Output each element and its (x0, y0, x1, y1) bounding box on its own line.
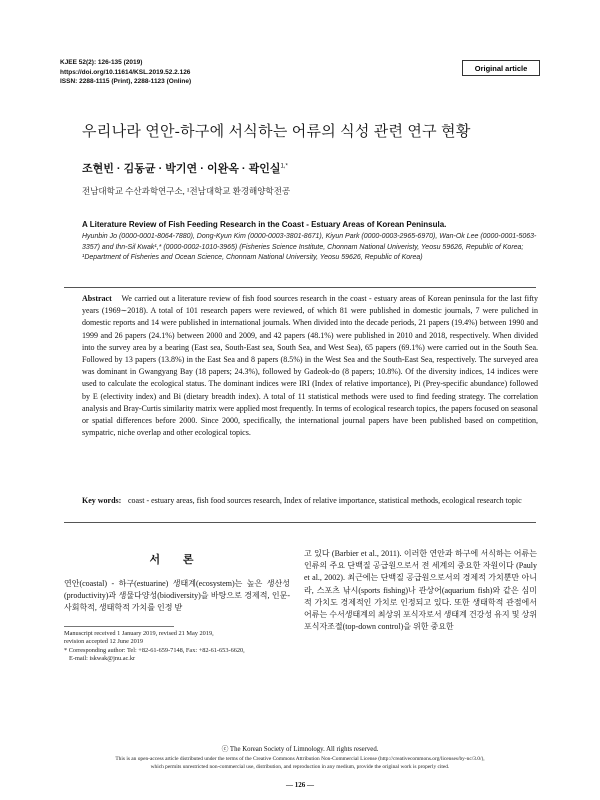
body-column-right: 고 있다 (Barbier et al., 2011). 이러한 연안과 하구에 서식하는 어류는 인류의 주요 단백질 공급원으로서 전 세계의 중요한 자원이다 (Pauly et al., 2002). 최근에는 단백질 공급원으로서의 경제적 가치뿐만 아니라, 스포츠 낚시(sports fishing)나 관상어(aquarium fish)와 같은 심미적 가치도 경제적인 가치로 인정되고 있다. 또한 생태학적 관점에서 어류는 수서생태계의 최상위 포식자로서 생태계 건강성 유지 및 상위포식자조절(top-down control)을 위한 중요한 (304, 549, 537, 632)
footnote-rule (64, 626, 174, 627)
abstract-label: Abstract (82, 294, 112, 303)
korean-title: 우리나라 연안-하구에 서식하는 어류의 식성 관련 연구 현황 (82, 124, 471, 140)
footnote-email[interactable]: E-mail: iskwak@jnu.ac.kr (69, 654, 136, 662)
page-number: — 126 — (286, 781, 314, 789)
abstract-bottom-rule (64, 522, 536, 523)
keywords-label: Key words: (82, 496, 122, 505)
abstract-block (82, 293, 538, 439)
footnote-accepted: revision accepted 12 June 2019 (64, 638, 144, 646)
license-text (60, 755, 540, 771)
journal-citation: KJEE 52(2): 126-135 (2019) (60, 59, 143, 66)
abstract-top-rule (64, 287, 536, 288)
abstract-text: We carried out a literature review of fish food sources research in the coast - estuary areas of Korean peninsula for the last fifty years (1969∼2018). A total of 101 research papers were reviewed, of which 81 were published in domestic journals, 7 were puliched in domestic reports and 14 were published in international journals. When divided into the decade periods, 21 papers (19.4%) between 1990 and 1999 and 26 papers (24.1%) between 2000 and 2009, and 42 papers (48.1%) were published in 2010 and 2018, respectively. When divided into the survey area by a bearing (East sea, South-East sea, South Sea, and West Sea), 65 papers (69.1%) were carried out in the South Sea. Followed by 13 papers (13.8%) in the East Sea and 8 papers (8.5%) in the West Sea and the South-East Sea, respectively. The surveyed area was dominant in Gwangyang Bay (18 papers; 24.3%), followed by Gadeok-do (8 papers; 10.8%). Of the diversity indices, 14 indices were used to calculate the ecological status. The dominant indices were IRI (Index of relative importance), Pi (Prey-specific abundance) followed by E (electivity index) and Bi (dietary breadth index). A total of 11 statistical methods were used to find feeding strategy. The correlation analysis and Bray-Curtis similarity matrix were applied most frequently. In terms of ecological research topics, the papers focused on seasonal or spatial differences before 2000. Since 2000, specifically, the international journal papers have been published based on competition, sympatric, niche overlap and other ecological topics. (82, 294, 539, 438)
issn-line: ISSN: 2288-1115 (Print), 2288-1123 (Online) (60, 78, 192, 85)
license-line-1: This is an open-access article distributed under the terms of the Creative Commons Attribution Non-Commercial License (http://creativecommons.org/licenses/by-nc/3.0/), (115, 756, 485, 762)
korean-author-names: 조현빈 · 김동균 · 박기연 · 이완옥 · 곽인실 (82, 163, 281, 175)
doi-link[interactable]: https://doi.org/10.11614/KSL.2019.52.2.126 (60, 68, 191, 76)
keywords-block (82, 495, 538, 506)
korean-affiliation: 전남대학교 수산과학연구소, ¹전남대학교 환경해양학전공 (82, 186, 291, 196)
author-affiliation-mark: 1,* (280, 163, 288, 170)
english-title: A Literature Review of Fish Feeding Research in the Coast - Estuary Areas of Korean Peninsula. (82, 220, 447, 229)
footnote-block (64, 630, 290, 663)
korean-authors (82, 160, 288, 176)
section-heading-introduction: 서 론 (149, 554, 204, 566)
license-line-2: which permits unrestricted non-commercial use, distribution, and reproduction in any medium, provide the original work is properly cited. (150, 764, 450, 770)
footnote-received: Manuscript received 1 January 2019, revised 21 May 2019, (64, 630, 214, 637)
english-authors: Hyunbin Jo (0000-0001-8064-7880), Dong-Kyun Kim (0000-0003-3801-8671), Kiyun Park (0000-0003-2965-6970), Wan-Ok Lee (0000-0001-5063-3357) and Ihn-Sil Kwak¹,* (0000-0002-1010-3965) (Fisheries Science Institute, Chonnam National Univeristy, Yeosu 59626, Republic of Korea; ¹Department of Fisheries and Ocean Science, Chonnam National University, Yeosu 59626, Republic of Korea) (82, 233, 537, 261)
journal-meta (60, 58, 191, 87)
article-type-badge: Original article (462, 60, 540, 76)
footnote-corresponding: * Corresponding author: Tel: +82-61-659-7148, Fax: +82-61-653-6620, (64, 646, 245, 654)
copyright-line: ⓒ The Korean Society of Limnology. All rights reserved. (221, 746, 379, 753)
keywords-text: coast - estuary areas, fish food sources research, Index of relative importance, statistical methods, ecological research topic (128, 496, 522, 505)
body-column-left: 연안(coastal) - 하구(estuarine) 생태계(ecosystem)는 높은 생산성(productivity)과 생물다양성(biodiversity)을 바탕으로 경제적, 인문-사회학적, 생태학적 가치를 인정 받 (64, 579, 290, 613)
